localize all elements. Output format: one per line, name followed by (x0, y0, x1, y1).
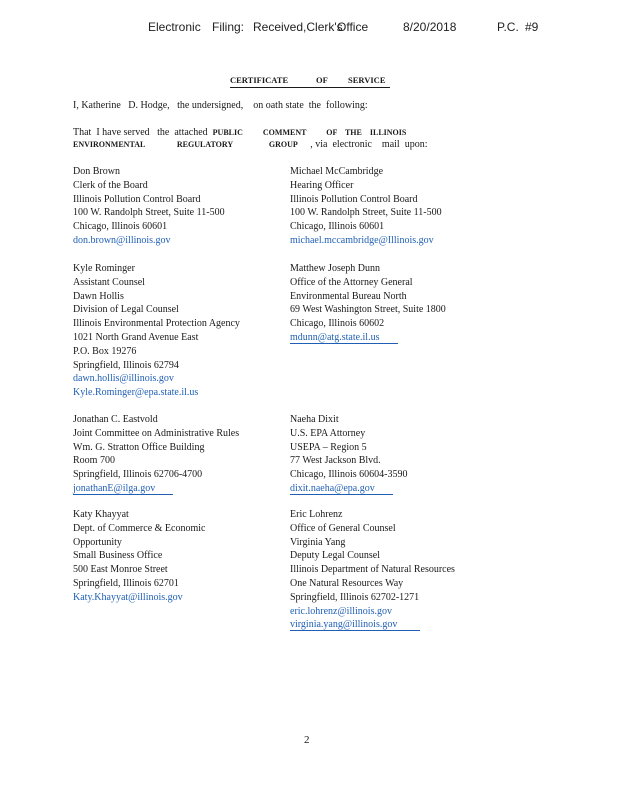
contact-don-brown (73, 165, 225, 248)
contact-line: P.O. Box 19276 (73, 345, 137, 357)
contact-line: Dept. of Commerce & Economic (73, 522, 206, 534)
contact-line: Virginia Yang (290, 536, 346, 548)
header-received: Received,Clerk's (253, 20, 343, 34)
header-electronic: Electronic (148, 20, 201, 34)
contact-line: Office of General Counsel (290, 522, 396, 534)
contact-line: Chicago, Illinois 60601 (73, 221, 168, 233)
contact-line: Environmental Bureau North (290, 290, 407, 302)
header-filing: Filing: (212, 20, 245, 34)
contact-line: Don Brown (73, 166, 120, 177)
filing-header (0, 20, 618, 36)
header-office: Office (337, 20, 369, 34)
contact-line: Chicago, Illinois 60602 (290, 318, 385, 330)
contact-line: Illinois Environmental Protection Agency (73, 318, 240, 330)
contact-line: Hearing Officer (290, 179, 354, 191)
contact-kyle-rominger (73, 262, 240, 400)
header-date: 8/20/2018 (403, 20, 457, 34)
contact-line: Assistant Counsel (73, 276, 145, 288)
contact-line: Illinois Pollution Control Board (73, 193, 201, 205)
header-pc-number: #9 (525, 20, 539, 34)
contact-line: 77 West Jackson Blvd. (290, 455, 381, 467)
intro-line-2-text: That I have served the attached (73, 127, 208, 138)
intro-line-1: I, Katherine D. Hodge, the undersigned, on oath state the following: (73, 100, 368, 111)
header-pc: P.C. (497, 20, 519, 34)
contact-line: USEPA – Region 5 (290, 441, 367, 453)
email-link[interactable]: dawn.hollis@illinois.gov (73, 373, 174, 385)
contact-line: Springfield, Illinois 62794 (73, 359, 179, 371)
contact-line: Small Business Office (73, 550, 163, 562)
contact-line: U.S. EPA Attorney (290, 427, 366, 439)
contact-line: Division of Legal Counsel (73, 304, 179, 316)
contact-line: Dawn Hollis (73, 290, 124, 302)
title-service: SERVICE (348, 75, 386, 85)
email-link[interactable]: don.brown@illinois.gov (73, 234, 171, 246)
contact-michael-mccambridge (290, 165, 442, 248)
contact-line: Room 700 (73, 455, 115, 467)
contact-line: Illinois Pollution Control Board (290, 193, 418, 205)
contact-line: Chicago, Illinois 60601 (290, 221, 385, 233)
contact-line: Springfield, Illinois 62701 (73, 577, 179, 589)
title-certificate: CERTIFICATE (230, 75, 289, 85)
email-link[interactable]: michael.mccambridge@Illinois.gov (290, 234, 434, 246)
contact-line: Office of the Attorney General (290, 276, 413, 288)
contact-line: Springfield, Illinois 62706-4700 (73, 469, 203, 481)
comment-title-part-2: ENVIRONMENTAL REGULATORY GROUP (73, 140, 298, 149)
contact-line: Deputy Legal Counsel (290, 550, 380, 562)
intro-line-2 (73, 127, 406, 138)
contact-line: Illinois Department of Natural Resources (290, 564, 455, 576)
contact-line: Katy Khayyat (73, 509, 129, 520)
email-link[interactable]: jonathanE@ilga.gov (73, 483, 173, 495)
contact-line: Wm. G. Stratton Office Building (73, 441, 205, 453)
contact-line: One Natural Resources Way (290, 577, 404, 589)
intro-line-3 (73, 139, 427, 150)
email-link[interactable]: Kyle.Rominger@epa.state.il.us (73, 387, 199, 399)
contact-line: Jonathan C. Eastvold (73, 414, 158, 425)
contact-line: 500 East Monroe Street (73, 564, 168, 576)
contact-naeha-dixit (290, 413, 408, 496)
contact-jonathan-eastvold (73, 413, 239, 496)
contact-line: Matthew Joseph Dunn (290, 263, 380, 274)
contact-line: 69 West Washington Street, Suite 1800 (290, 304, 446, 316)
contact-eric-lohrenz (290, 508, 455, 632)
contact-line: Opportunity (73, 536, 122, 548)
title-of: OF (316, 75, 328, 85)
contact-line: 100 W. Randolph Street, Suite 11-500 (73, 207, 225, 219)
email-link[interactable]: dixit.naeha@epa.gov (290, 483, 393, 495)
contact-line: Eric Lohrenz (290, 509, 343, 520)
contact-line: Springfield, Illinois 62702-1271 (290, 591, 420, 603)
certificate-title (230, 75, 390, 88)
contact-katy-khayyat (73, 508, 205, 605)
email-link[interactable]: eric.lohrenz@illinois.gov (290, 605, 392, 617)
intro-line-3-text: , via electronic mail upon: (310, 139, 428, 150)
contact-line: Clerk of the Board (73, 179, 148, 191)
email-link[interactable]: virginia.yang@illinois.gov (290, 619, 420, 631)
contact-line: Naeha Dixit (290, 414, 339, 425)
contact-line: Chicago, Illinois 60604-3590 (290, 469, 408, 481)
comment-title-part-1: PUBLIC COMMENT OF THE ILLINOIS (212, 128, 407, 137)
email-link[interactable]: Katy.Khayyat@illinois.gov (73, 591, 183, 603)
contact-line: Kyle Rominger (73, 263, 135, 274)
contact-line: 1021 North Grand Avenue East (73, 331, 199, 343)
email-link[interactable]: mdunn@atg.state.il.us (290, 332, 398, 344)
contact-line: Michael McCambridge (290, 166, 384, 177)
page-number: 2 (304, 734, 310, 746)
contact-matthew-dunn (290, 262, 446, 345)
contact-line: Joint Committee on Administrative Rules (73, 427, 240, 439)
contact-line: 100 W. Randolph Street, Suite 11-500 (290, 207, 442, 219)
